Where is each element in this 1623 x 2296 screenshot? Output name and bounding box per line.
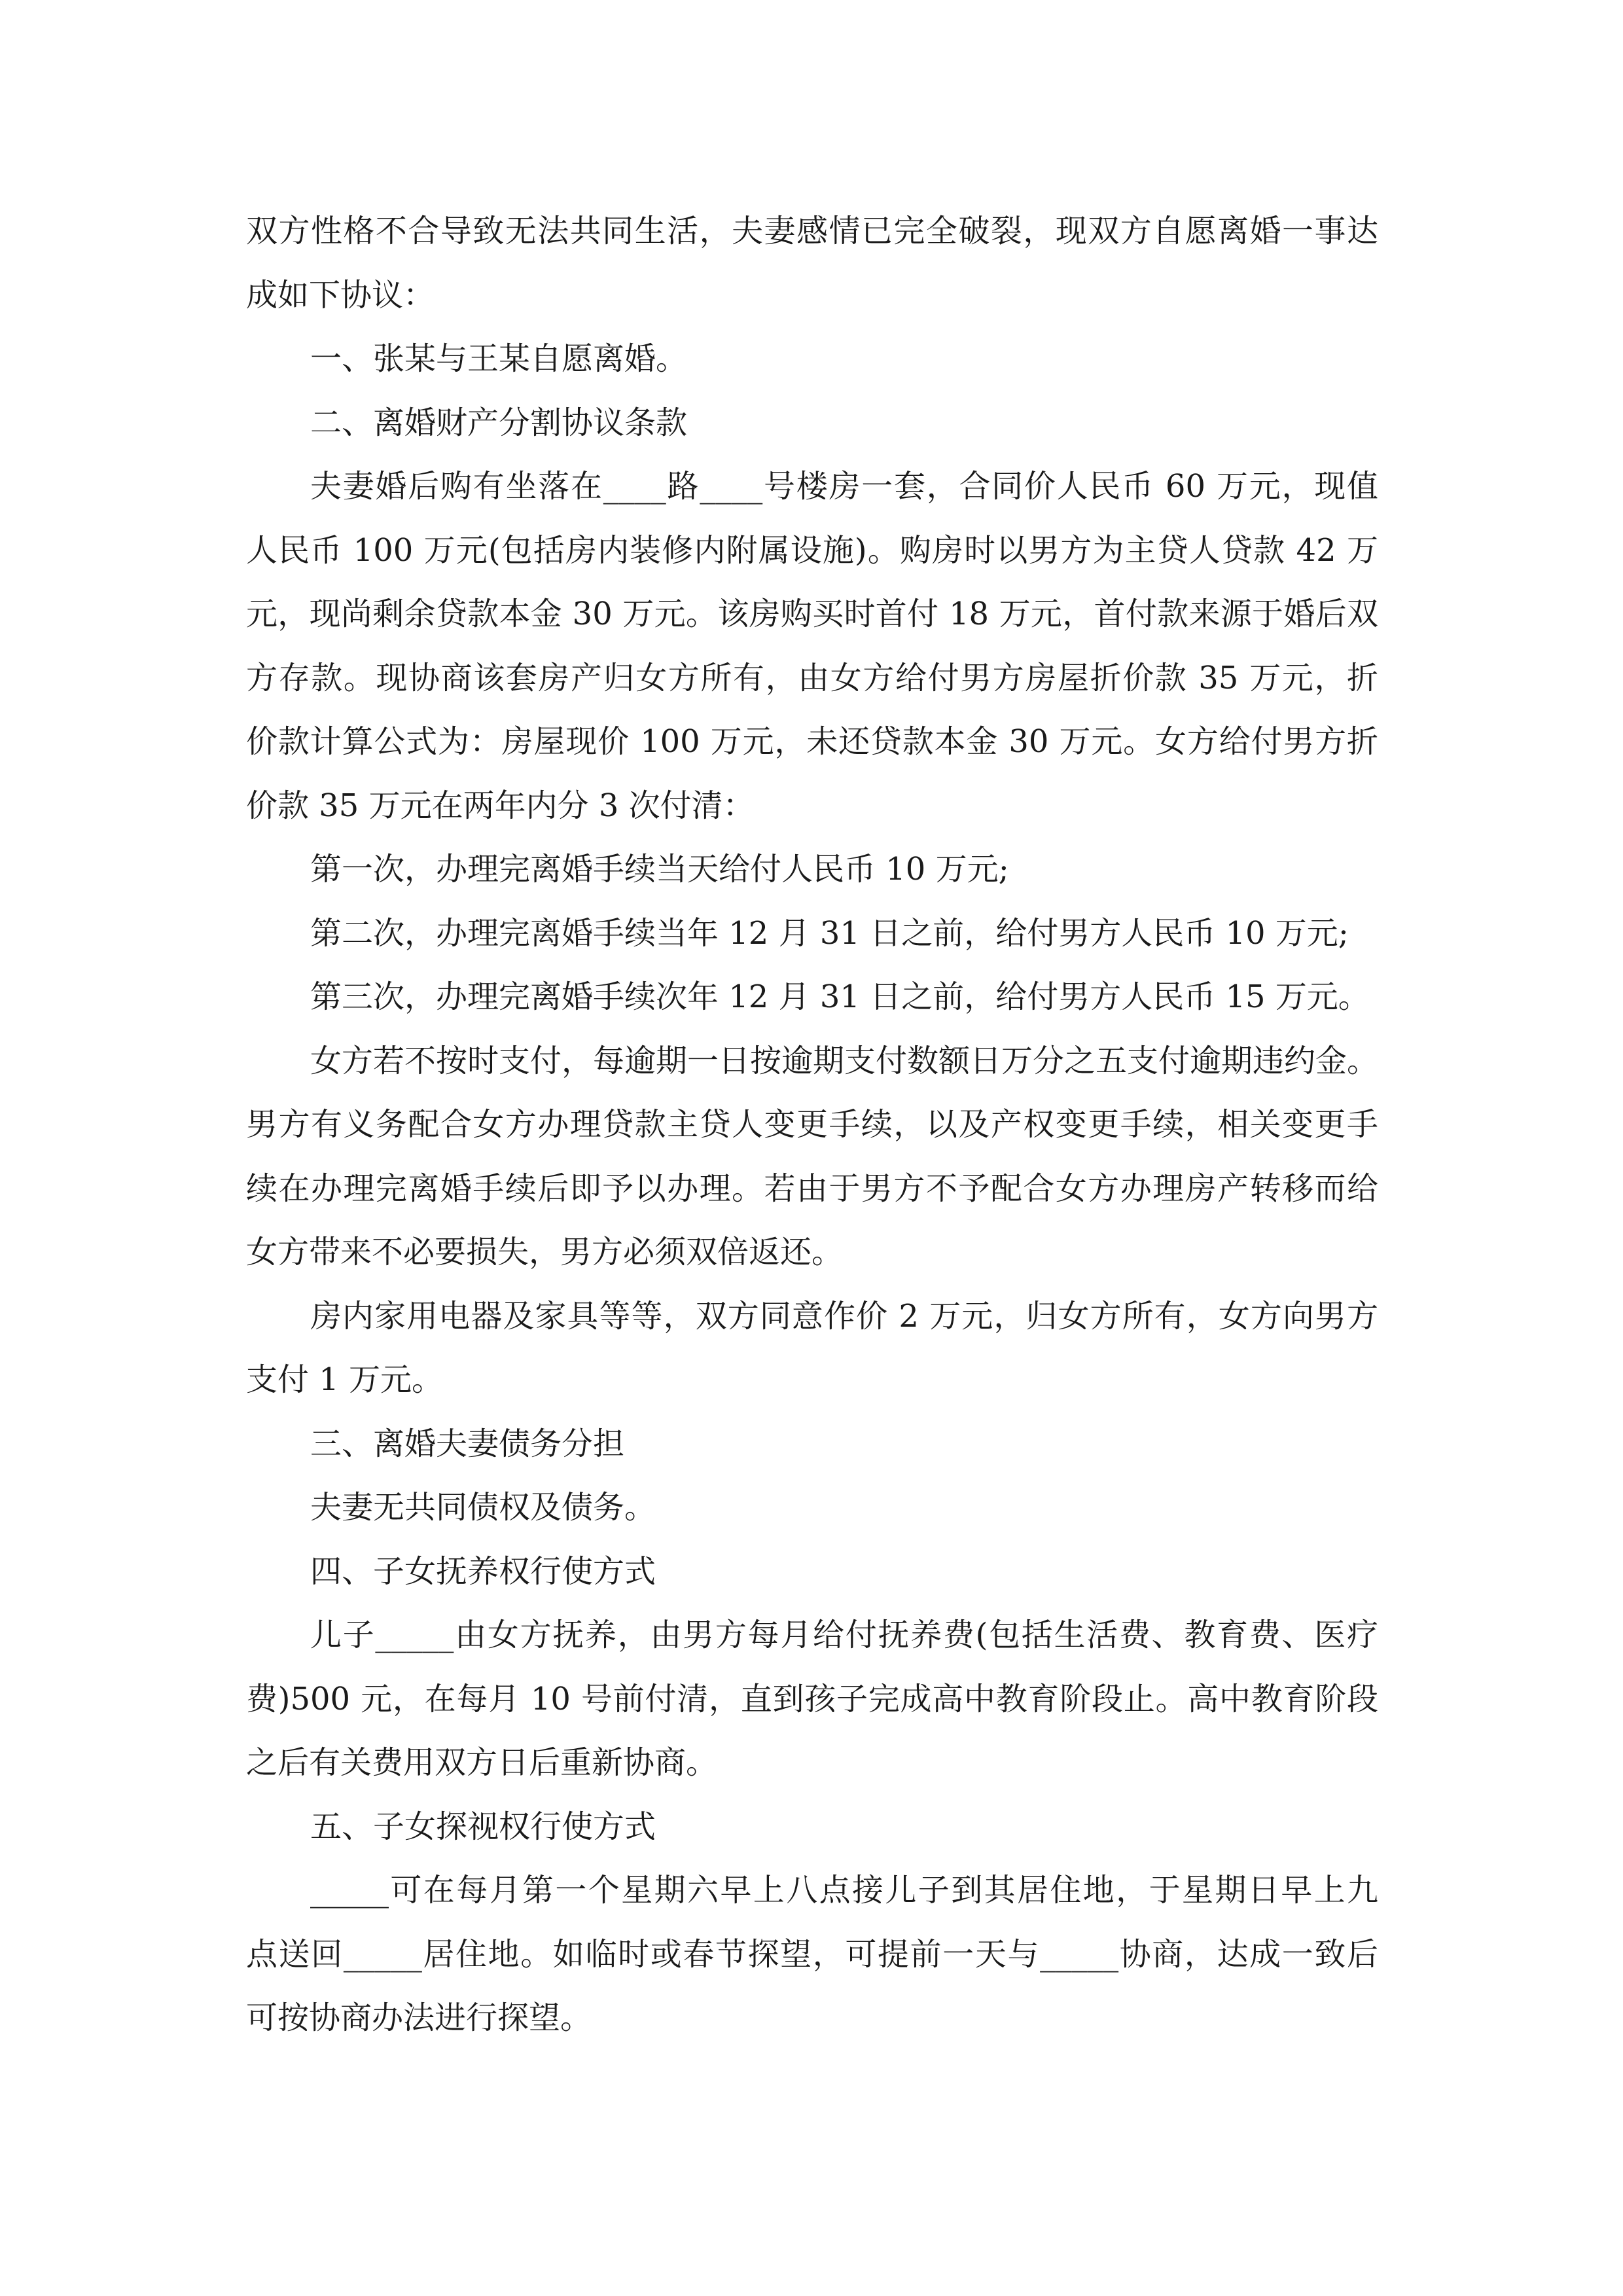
- document-body: [246, 200, 1378, 2051]
- text-line: 点送回_____居住地。如临时或春节探望，可提前一天与_____协商，达成一致后: [246, 1935, 1378, 1973]
- clause-heading: 三、离婚夫妻债务分担: [310, 1425, 625, 1462]
- text-line: 夫妻无共同债权及债务。: [310, 1489, 656, 1526]
- payment-item: 第一次，办理完离婚手续当天给付人民币 10 万元;: [310, 851, 1009, 888]
- text-line: _____可在每月第一个星期六早上八点接儿子到其居住地，于星期日早上九: [310, 1872, 1378, 1909]
- text-line: 价款 35 万元在两年内分 3 次付清：: [246, 787, 755, 824]
- text-line: 双方性格不合导致无法共同生活，夫妻感情已完全破裂，现双方自愿离婚一事达: [246, 213, 1378, 249]
- text-line: 元，现尚剩余贷款本金 30 万元。该房购买时首付 18 万元，首付款来源于婚后双: [246, 596, 1378, 632]
- payment-item: 第三次，办理完离婚手续次年 12 月 31 日之前，给付男方人民币 15 万元。: [310, 978, 1370, 1015]
- text-line: 儿子_____由女方抚养，由男方每月给付抚养费(包括生活费、教育费、医疗: [310, 1617, 1378, 1653]
- text-line: 续在办理完离婚手续后即予以办理。若由于男方不予配合女方办理房产转移而给: [246, 1170, 1378, 1207]
- text-line: 女方若不按时支付，每逾期一日按逾期支付数额日万分之五支付逾期违约金。: [310, 1042, 1378, 1079]
- text-line: 房内家用电器及家具等等，双方同意作价 2 万元，归女方所有，女方向男方: [310, 1297, 1378, 1335]
- text-line: 价款计算公式为：房屋现价 100 万元，未还贷款本金 30 万元。女方给付男方折: [246, 723, 1378, 760]
- clause-heading: 四、子女抚养权行使方式: [310, 1552, 656, 1590]
- text-line: 女方带来不必要损失，男方必须双倍返还。: [246, 1234, 844, 1270]
- text-line: 之后有关费用双方日后重新协商。: [246, 1744, 718, 1781]
- text-line: 夫妻婚后购有坐落在____路____号楼房一套，合同价人民币 60 万元，现值: [310, 468, 1378, 505]
- text-line: 可按协商办法进行探望。: [246, 2000, 592, 2036]
- text-line: 费)500 元，在每月 10 号前付清，直到孩子完成高中教育阶段止。高中教育阶段: [246, 1680, 1378, 1717]
- payment-item: 第二次，办理完离婚手续当年 12 月 31 日之前，给付男方人民币 10 万元;: [310, 914, 1349, 952]
- clause-heading: 二、离婚财产分割协议条款: [310, 404, 688, 441]
- text-line: 支付 1 万元。: [246, 1361, 444, 1398]
- text-line: 成如下协议：: [246, 276, 435, 314]
- clause-heading: 五、子女探视权行使方式: [310, 1808, 656, 1845]
- text-line: 方存款。现协商该套房产归女方所有，由女方给付男方房屋折价款 35 万元，折: [246, 659, 1378, 696]
- clause-heading: 一、张某与王某自愿离婚。: [310, 340, 688, 377]
- text-line: 人民币 100 万元(包括房内装修内附属设施)。购房时以男方为主贷人贷款 42 万: [246, 531, 1378, 569]
- text-line: 男方有义务配合女方办理贷款主贷人变更手续，以及产权变更手续，相关变更手: [246, 1106, 1378, 1143]
